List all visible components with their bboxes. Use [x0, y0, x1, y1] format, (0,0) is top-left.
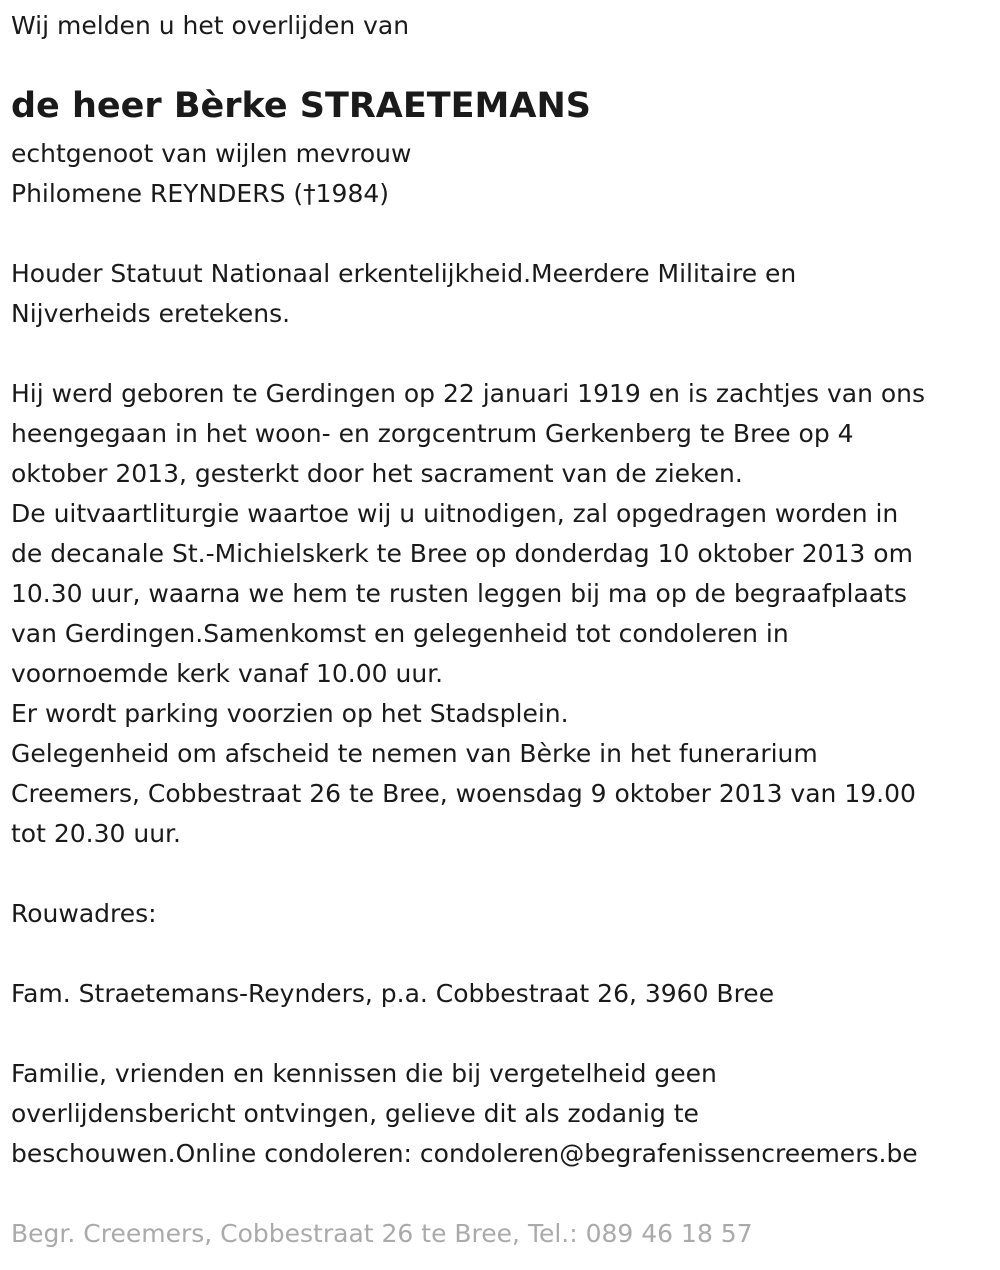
- mourning-address-block: [11, 974, 774, 1014]
- family-line: Familie, vrienden en kennissen die bij vergetelheid geen: [11, 1059, 717, 1088]
- honors-block: [11, 254, 796, 334]
- condolence-email: condoleren@begrafenissencreemers.be: [419, 1139, 918, 1168]
- details-line: Gelegenheid om afscheid te nemen van Bèrke in het funerarium: [11, 739, 818, 768]
- details-line: voornoemde kerk vanaf 10.00 uur.: [11, 659, 444, 688]
- spouse-line: Philomene REYNDERS (†1984): [11, 179, 390, 208]
- footer-block: [11, 1214, 753, 1254]
- family-block: [11, 1054, 918, 1174]
- condolence-prefix: beschouwen.Online condoleren:: [11, 1139, 420, 1168]
- funeral-home-footer: Begr. Creemers, Cobbestraat 26 te Bree, Tel.: 089 46 18 57: [11, 1219, 753, 1248]
- family-line-last: [11, 1134, 918, 1174]
- details-line: de decanale St.-Michielskerk te Bree op donderdag 10 oktober 2013 om: [11, 539, 913, 568]
- details-line: 10.30 uur, waarna we hem te rusten leggen bij ma op de begraafplaats: [11, 579, 907, 608]
- details-line: heengegaan in het woon- en zorgcentrum Gerkenberg te Bree op 4: [11, 419, 854, 448]
- deceased-name: de heer Bèrke STRAETEMANS: [11, 86, 591, 126]
- family-line: overlijdensbericht ontvingen, gelieve dit als zodanig te: [11, 1099, 699, 1128]
- honors-line: Houder Statuut Nationaal erkentelijkheid.Meerdere Militaire en: [11, 259, 797, 288]
- details-line: oktober 2013, gesterkt door het sacrament van de zieken.: [11, 459, 743, 488]
- mourning-address-label: Rouwadres:: [11, 899, 157, 928]
- details-line: De uitvaartliturgie waartoe wij u uitnodigen, zal opgedragen worden in: [11, 499, 899, 528]
- honors-line: Nijverheids eretekens.: [11, 299, 291, 328]
- funeral-details: [11, 374, 925, 854]
- mourning-address-label-block: [11, 894, 157, 934]
- details-line: Creemers, Cobbestraat 26 te Bree, woensdag 9 oktober 2013 van 19.00: [11, 779, 916, 808]
- mourning-address: Fam. Straetemans-Reynders, p.a. Cobbestraat 26, 3960 Bree: [11, 979, 775, 1008]
- details-line: Hij werd geboren te Gerdingen op 22 januari 1919 en is zachtjes van ons: [11, 379, 926, 408]
- details-line: tot 20.30 uur.: [11, 819, 181, 848]
- intro-text: Wij melden u het overlijden van: [11, 11, 410, 40]
- spouse-line: echtgenoot van wijlen mevrouw: [11, 139, 412, 168]
- spouse-block: [11, 134, 411, 214]
- details-line: Er wordt parking voorzien op het Stadsplein.: [11, 699, 569, 728]
- details-line: van Gerdingen.Samenkomst en gelegenheid tot condoleren in: [11, 619, 789, 648]
